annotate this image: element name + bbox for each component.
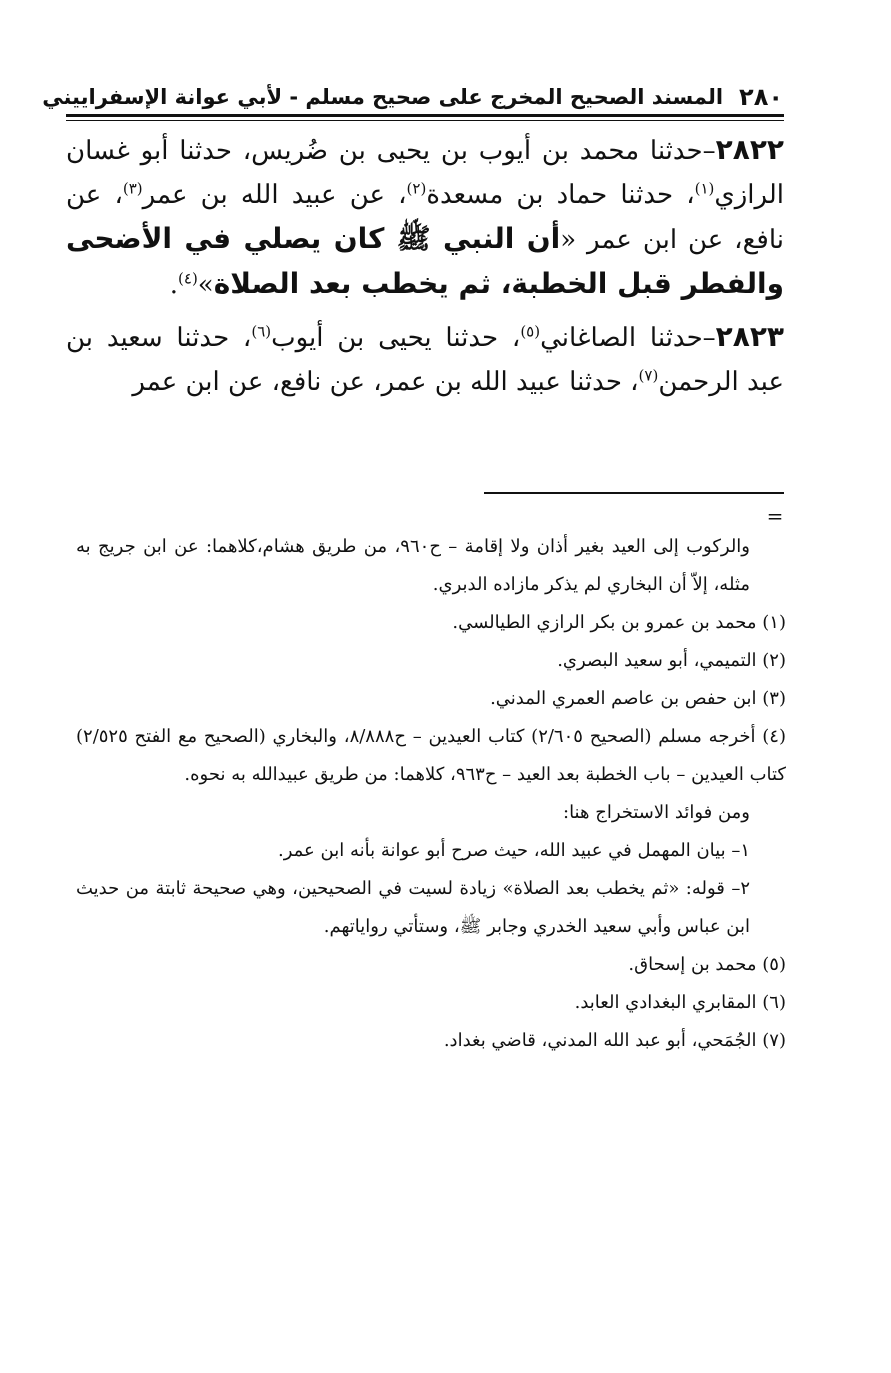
hadith-matn: أن النبي ﷺ كان يصلي في الأضحى والفطر قبل الخطبة، ثم يخطب بعد الصلاة bbox=[66, 222, 784, 300]
hadith-text: ، عن نافع، عن ابن عمر « bbox=[66, 180, 785, 255]
hadith-text: » bbox=[197, 270, 214, 300]
header-rule-thin bbox=[66, 120, 784, 121]
footnote-5: (٥) محمد بن إسحاق. bbox=[628, 954, 786, 975]
hadith-text: ، حدثنا يحيى بن أيوب bbox=[271, 323, 521, 353]
footnote-ref: (٦) bbox=[251, 322, 272, 341]
footnote-ref: (٥) bbox=[520, 322, 541, 341]
hadith-number: ٢٨٢٢ bbox=[715, 133, 784, 166]
page-header bbox=[42, 72, 783, 112]
footnote-ref: (٤) bbox=[178, 269, 198, 288]
footnote-ref: (١) bbox=[694, 179, 715, 198]
footnote-4-benefit-1: ١– بيان المهمل في عبيد الله، حيث صرح أبو عوانة بأنه ابن عمر. bbox=[277, 840, 750, 861]
footnote-ref: (٣) bbox=[122, 179, 143, 198]
footnote-ref: (٢) bbox=[406, 179, 427, 198]
footnote-3: (٣) ابن حفص بن عاصم العمري المدني. bbox=[490, 688, 786, 709]
hadith-text: . bbox=[169, 270, 179, 300]
footnote-ref: (٧) bbox=[638, 366, 659, 385]
footnote-1: (١) محمد بن عمرو بن بكر الرازي الطيالسي. bbox=[452, 612, 786, 633]
footnote-4: (٤) أخرجه مسلم (الصحيح ٢/٦٠٥) كتاب العيدين – ح٨/٨٨٨، والبخاري (الصحيح مع الفتح ٢/٥٢٥) كتاب العيدين – باب الخطبة بعد العيد – ح٩٦٣، كلاهما: من طريق عبيدالله به نحوه. bbox=[76, 726, 786, 785]
hadith-2823 bbox=[66, 315, 784, 404]
hadith-text: ، حدثنا عبيد الله بن عمر، عن نافع، عن ابن عمر bbox=[132, 367, 639, 397]
footnote-4-benefits-title: ومن فوائد الاستخراج هنا: bbox=[563, 802, 750, 823]
footnote-7: (٧) الجُمَحي، أبو عبد الله المدني، قاضي بغداد. bbox=[443, 1030, 786, 1051]
footnote-separator bbox=[484, 492, 784, 494]
footnotes bbox=[76, 528, 786, 1060]
running-title: المسند الصحيح المخرج على صحيح مسلم - لأبي عوانة الإسفراييني bbox=[42, 85, 724, 109]
footnote-continued: والركوب إلى العيد بغير أذان ولا إقامة – ح٩٦٠، من طريق هشام،كلاهما: عن ابن جريج به مثله، إلاّ أن البخاري لم يذكر مازاده الدبري. bbox=[76, 536, 750, 595]
header-rule-thick bbox=[66, 114, 784, 117]
hadith-text: –حدثنا الصاغاني bbox=[540, 323, 716, 353]
hadith-text: ، حدثنا سعيد بن عبد الرحمن bbox=[66, 323, 784, 397]
footnote-4-benefit-2: ٢– قوله: «ثم يخطب بعد الصلاة» زيادة لسيت في الصحيحين، وهي صحيحة ثابتة من حديث ابن عباس وأبي سعيد الخدري وجابر ﷺ، وستأتي رواياتهم. bbox=[76, 878, 750, 937]
main-text bbox=[66, 128, 784, 412]
hadith-number: ٢٨٢٣ bbox=[715, 320, 785, 353]
page-number: ٢٨٠ bbox=[739, 83, 783, 111]
hadith-text: ، عن عبيد الله بن عمر bbox=[142, 180, 407, 210]
hadith-text: ، حدثنا حماد بن مسعدة bbox=[426, 180, 695, 210]
hadith-2822 bbox=[66, 128, 784, 307]
footnote-2: (٢) التميمي، أبو سعيد البصري. bbox=[557, 650, 786, 671]
footnote-6: (٦) المقابري البغدادي العابد. bbox=[574, 992, 786, 1013]
hadith-text: –حدثنا محمد بن أيوب بن يحيى بن ضُريس، حدثنا أبو غسان الرازي bbox=[66, 136, 785, 210]
footnote-continuation-mark: = bbox=[766, 504, 784, 528]
